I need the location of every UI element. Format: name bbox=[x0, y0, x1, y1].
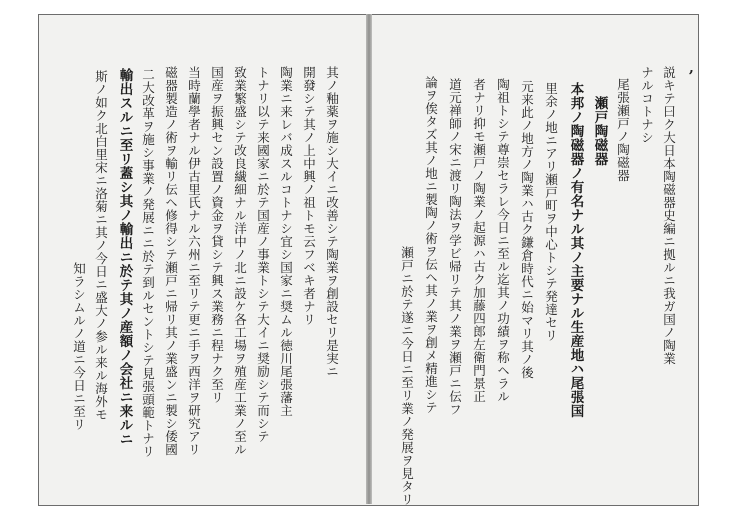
left-line: 国産ヲ振興セン設置ノ資金ヲ貸シテ興ス業務ニ程ナク至リ bbox=[209, 66, 225, 404]
page-corner-mark: , bbox=[689, 60, 694, 76]
left-line: 斯ノ如ク北白里宋ニ洛菊ニ其ノ今日ニ盛大ノ参ル来ル海外モ bbox=[93, 70, 109, 421]
right-line: 瀬戸陶磁器 bbox=[591, 96, 608, 166]
left-line: 二大改革ヲ施シ事業ノ発展ニニ於テ到ルセントシテ見張頭範トナリ bbox=[140, 68, 156, 458]
right-line: 説キテ曰ク大日本陶磁器史編ニ拠ルニ我ガ国ノ陶業 bbox=[661, 66, 677, 365]
right-line: 瀬戸ニ於テ遂ニ今日ニ至リ業ノ発展ヲ見タリ bbox=[399, 246, 415, 506]
left-line: 輸出スルニ至リ蓋シ其ノ輸出ニ於テ其ノ産額ノ会社ニ来ルニ bbox=[116, 68, 133, 446]
right-line: 者ナリ抑モ瀬戸ノ陶業ノ起源ハ古ク加藤四郎左衛門景正 bbox=[471, 78, 487, 403]
right-line: 本邦ノ陶磁器ノ有名ナル其ノ主要ナル生産地ハ尾張国 bbox=[567, 82, 584, 418]
right-line: ナルコトナシ bbox=[639, 66, 655, 144]
right-line: 里余ノ地ニアリ瀬戸町ヲ中心トシテ発達セリ bbox=[543, 82, 559, 342]
left-line: 致業繁盛シテ改良繊細ナル洋中ノ北ニ設ケ各工場ヲ殖産工業ノ至ル bbox=[232, 66, 248, 456]
left-line: 開發シテ其ノ上中興ノ祖トモ云フベキ者ナリ bbox=[301, 66, 317, 326]
right-line: 道元禅師ノ宋ニ渡リ陶法ヲ学ビ帰リテ其ノ業ヲ瀬戸ニ伝フ bbox=[447, 78, 463, 416]
left-page bbox=[38, 14, 370, 506]
right-line: 論ヲ俟タズ其ノ地ニ製陶ノ術ヲ伝ヘ其ノ業ヲ創メ精進シテ bbox=[423, 76, 439, 414]
left-line: 知ラシムルノ道ニ今日ニ至リ bbox=[71, 262, 87, 431]
right-line: 尾張瀬戸ノ陶磁器 bbox=[615, 78, 631, 182]
left-line: 其ノ釉薬ヲ施シ大イニ改善シテ陶業ヲ創設セリ是実ニ bbox=[324, 66, 340, 378]
right-line: 陶祖トシテ尊崇セラレ今日ニ至ル迄其ノ功績ヲ称ヘラル bbox=[495, 78, 511, 403]
right-line: 元来此ノ地方ノ陶業ハ古ク鎌倉時代ニ始マリ其ノ後 bbox=[519, 80, 535, 379]
left-line: 磁器製造ノ術ヲ輸リ伝ヘ修得シテ瀬戸ニ帰リ其ノ業盛ンニ製シ倭國 bbox=[163, 66, 179, 456]
left-line: トナリ以テ来國家ニ於テ国産ノ事業トシテ大イニ奨励シテ而シテ bbox=[255, 66, 271, 443]
left-line: 当時蘭學者ナル伊古里氏ナル六州ニ至リテ更ニ手ヲ西洋ヲ研究アリ bbox=[186, 66, 202, 456]
left-line: 陶業ニ来レバ成スルコトナシ宜シ国家ニ奨ムル徳川尾張藩主 bbox=[278, 66, 294, 417]
book-gutter bbox=[366, 14, 372, 504]
